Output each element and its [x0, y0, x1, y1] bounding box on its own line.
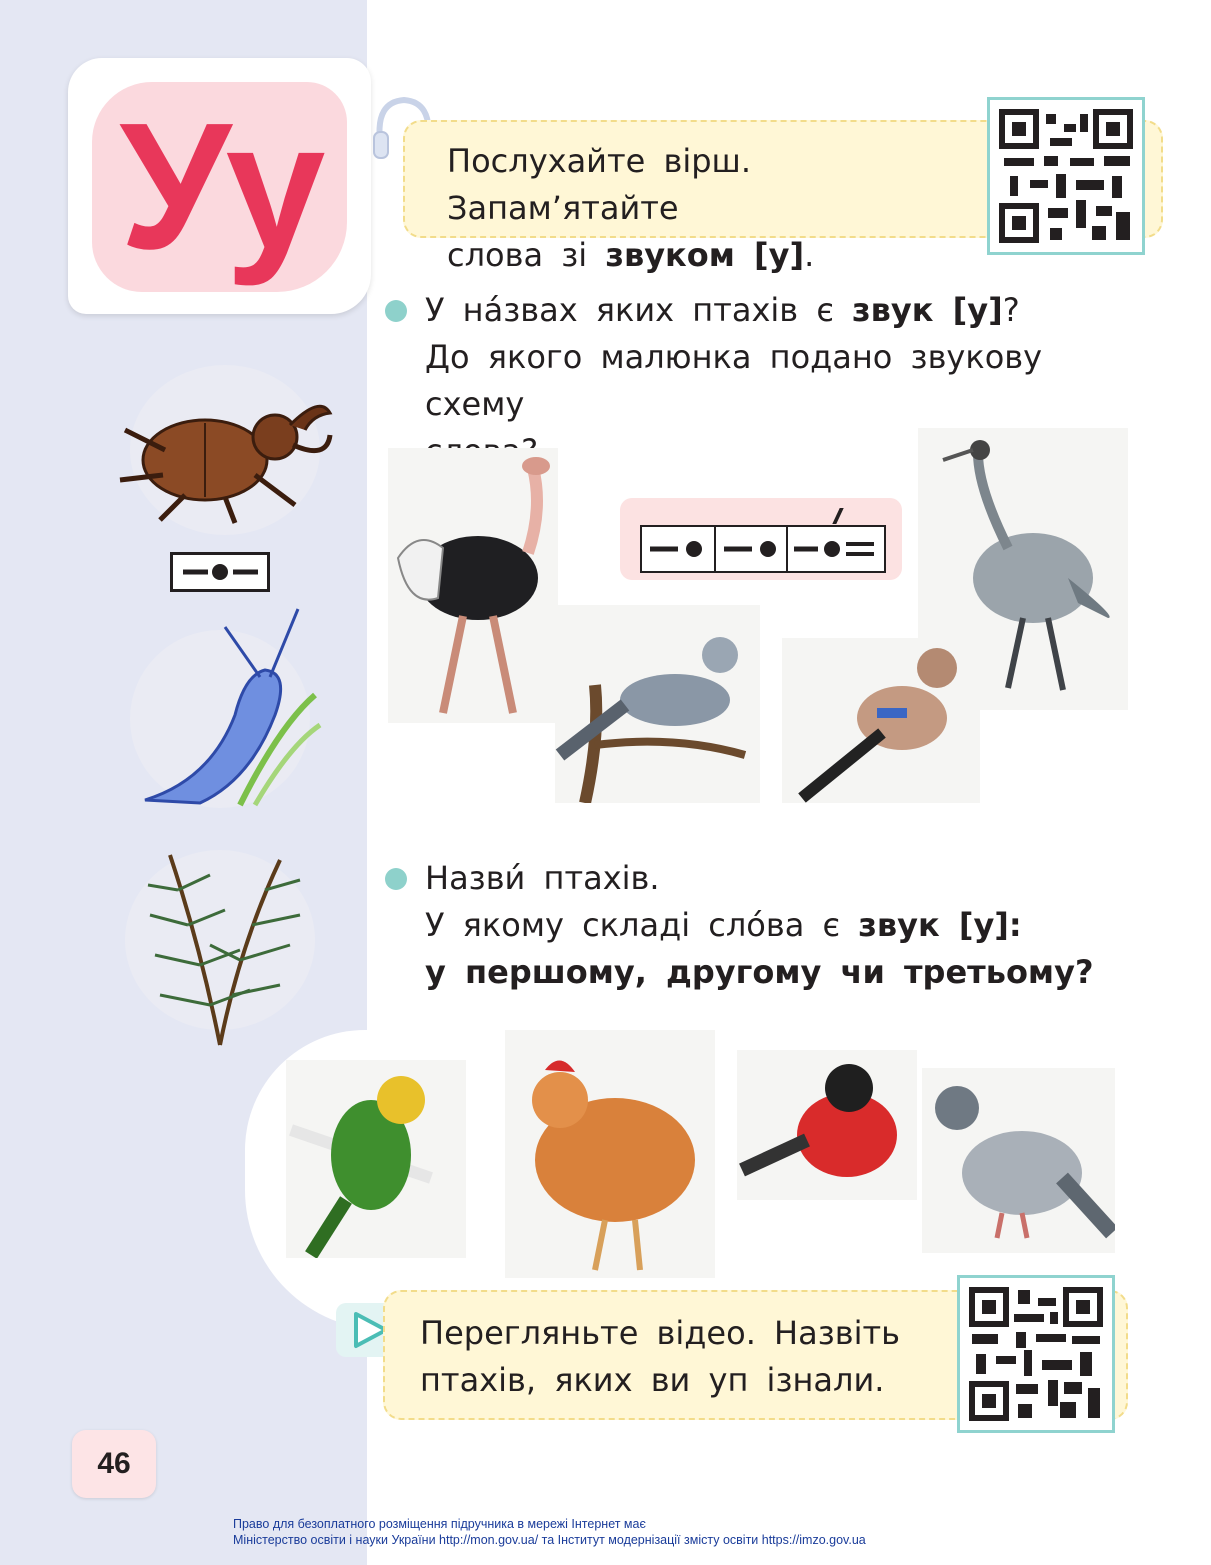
question-2-line-2-prefix: У якому складі сло́ва є	[425, 906, 859, 944]
listen-line-2-suffix: .	[804, 236, 815, 274]
bullfinch-picture	[737, 1050, 917, 1200]
bullet-dot-2	[385, 868, 407, 890]
sound-scheme-large	[640, 525, 886, 573]
syllable-1	[642, 527, 716, 571]
listen-line-2-prefix: слова зі	[447, 236, 606, 274]
bullet-dot-1	[385, 300, 407, 322]
question-1-line-1-bold: звук [у]	[852, 291, 1003, 329]
question-1-line-1-prefix: У на́звах яких птахів є	[425, 291, 853, 329]
ostrich-picture	[388, 448, 558, 723]
syllable-3-stressed	[788, 527, 884, 571]
sound-scheme-small	[170, 552, 270, 592]
jay-picture	[782, 638, 980, 803]
question-2-line-2	[425, 902, 1135, 949]
video-task-text	[420, 1310, 940, 1404]
footer-line-1: Право для безоплатного розміщення підручника в мережі Інтернет має	[233, 1517, 646, 1531]
hen-picture	[505, 1030, 715, 1278]
qr-code-icon	[990, 100, 1142, 252]
question-2-line-1: Назви́ птахів.	[425, 859, 660, 897]
letter-title: Уу	[119, 86, 320, 287]
qr-code-audio[interactable]	[987, 97, 1145, 255]
footer-line-2: Міністерство освіти і науки України http://mon.gov.ua/ та Інститут модернізації змісту освіти https://imzo.gov.ua	[233, 1533, 866, 1547]
spruce-branch-icon	[140, 845, 310, 1050]
listen-line-2	[447, 232, 987, 279]
beetle-icon	[105, 365, 340, 525]
parrot-picture	[286, 1060, 466, 1258]
question-1-line-1-suffix: ?	[1002, 291, 1020, 329]
qr-code-video[interactable]	[957, 1275, 1115, 1433]
question-1-line-1	[425, 287, 1135, 334]
cuckoo-picture	[555, 605, 760, 803]
video-line-1: Перегляньте відео. Назвіть	[420, 1314, 900, 1352]
slug-icon	[140, 605, 325, 810]
listen-task-text	[447, 138, 987, 279]
page-number: 46	[72, 1430, 156, 1498]
question-2-line-2-bold: звук [у]:	[858, 906, 1022, 944]
listen-line-1: Послухайте вірш. Запам’ятайте	[447, 142, 751, 227]
video-line-2: птахів, яких ви уп ізнали.	[420, 1361, 885, 1399]
question-2-text	[425, 855, 1135, 996]
pigeon-picture	[922, 1068, 1115, 1253]
question-2-line-3-bold: у першому, другому чи третьому?	[425, 953, 1094, 991]
qr-code-icon	[960, 1278, 1112, 1430]
syllable-2	[716, 527, 788, 571]
listen-line-2-bold: звуком [у]	[605, 236, 805, 274]
question-2-line-3	[425, 949, 1135, 996]
question-1-line-2: До якого малюнка подано звукову схему	[425, 338, 1043, 423]
copyright-footer	[233, 1516, 1193, 1548]
